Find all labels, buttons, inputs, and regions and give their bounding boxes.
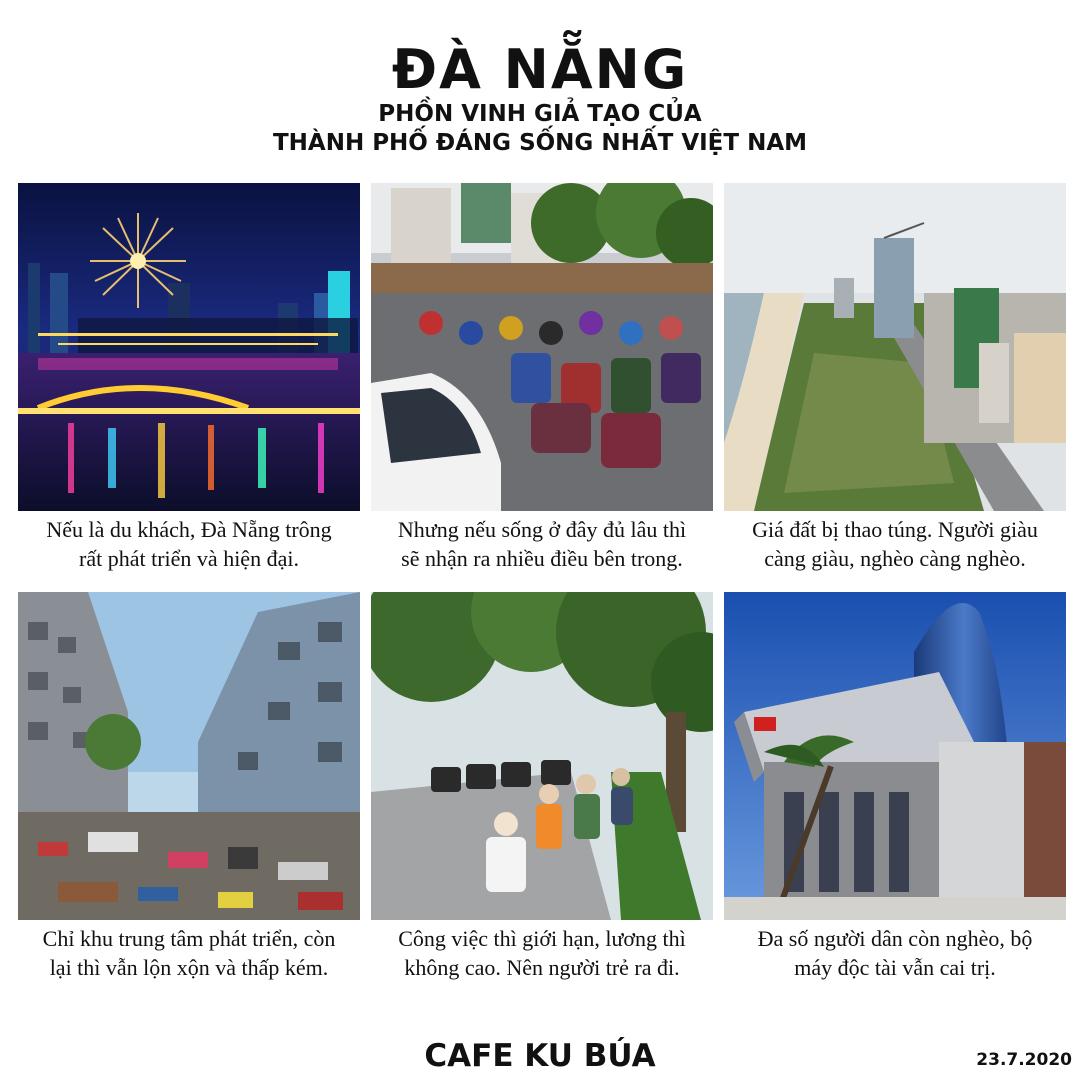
caption-line: sẽ nhận ra nhiều điều bên trong.	[401, 546, 683, 571]
caption-line: lại thì vẫn lộn xộn và thấp kém.	[49, 955, 329, 980]
subtitle-line-1: PHỒN VINH GIẢ TẠO CỦA	[378, 101, 702, 127]
photo-night-skyline	[18, 183, 360, 511]
caption-line: máy độc tài vẫn cai trị.	[794, 955, 996, 980]
panel-rundown-apartments	[18, 592, 360, 982]
panel-traffic	[371, 183, 713, 573]
caption-traffic	[371, 515, 713, 573]
caption-line: rất phát triển và hiện đại.	[79, 546, 299, 571]
caption-line: Nhưng nếu sống ở đây đủ lâu thì	[397, 517, 687, 542]
caption-line: không cao. Nên người trẻ ra đi.	[404, 955, 680, 980]
caption-coastal-development	[724, 515, 1066, 573]
caption-line: càng giàu, nghèo càng nghèo.	[764, 546, 1026, 571]
caption-line: Công việc thì giới hạn, lương thì	[398, 926, 686, 951]
caption-night-skyline	[18, 515, 360, 573]
page-title: ĐÀ NẴNG	[391, 38, 689, 101]
header	[0, 40, 1080, 158]
subtitle-line-2: THÀNH PHỐ ĐÁNG SỐNG NHẤT VIỆT NAM	[272, 130, 808, 156]
caption-line: Nếu là du khách, Đà Nẵng trông	[46, 517, 332, 542]
panel-administrative-center	[724, 592, 1066, 982]
post-date: 23.7.2020	[976, 1050, 1072, 1070]
caption-line: Chỉ khu trung tâm phát triển, còn	[42, 926, 336, 951]
caption-street-workers	[371, 924, 713, 982]
caption-rundown-apartments	[18, 924, 360, 982]
panel-coastal-development	[724, 183, 1066, 573]
caption-administrative-center	[724, 924, 1066, 982]
photo-administrative-center	[724, 592, 1066, 920]
photo-rundown-apartments	[18, 592, 360, 920]
panel-night-skyline	[18, 183, 360, 573]
brand-name: CAFE KU BÚA	[424, 1038, 656, 1074]
caption-line: Giá đất bị thao túng. Người giàu	[752, 517, 1038, 542]
panel-street-workers	[371, 592, 713, 982]
photo-traffic	[371, 183, 713, 511]
caption-line: Đa số người dân còn nghèo, bộ	[757, 926, 1033, 951]
photo-street-workers	[371, 592, 713, 920]
photo-coastal-development	[724, 183, 1066, 511]
